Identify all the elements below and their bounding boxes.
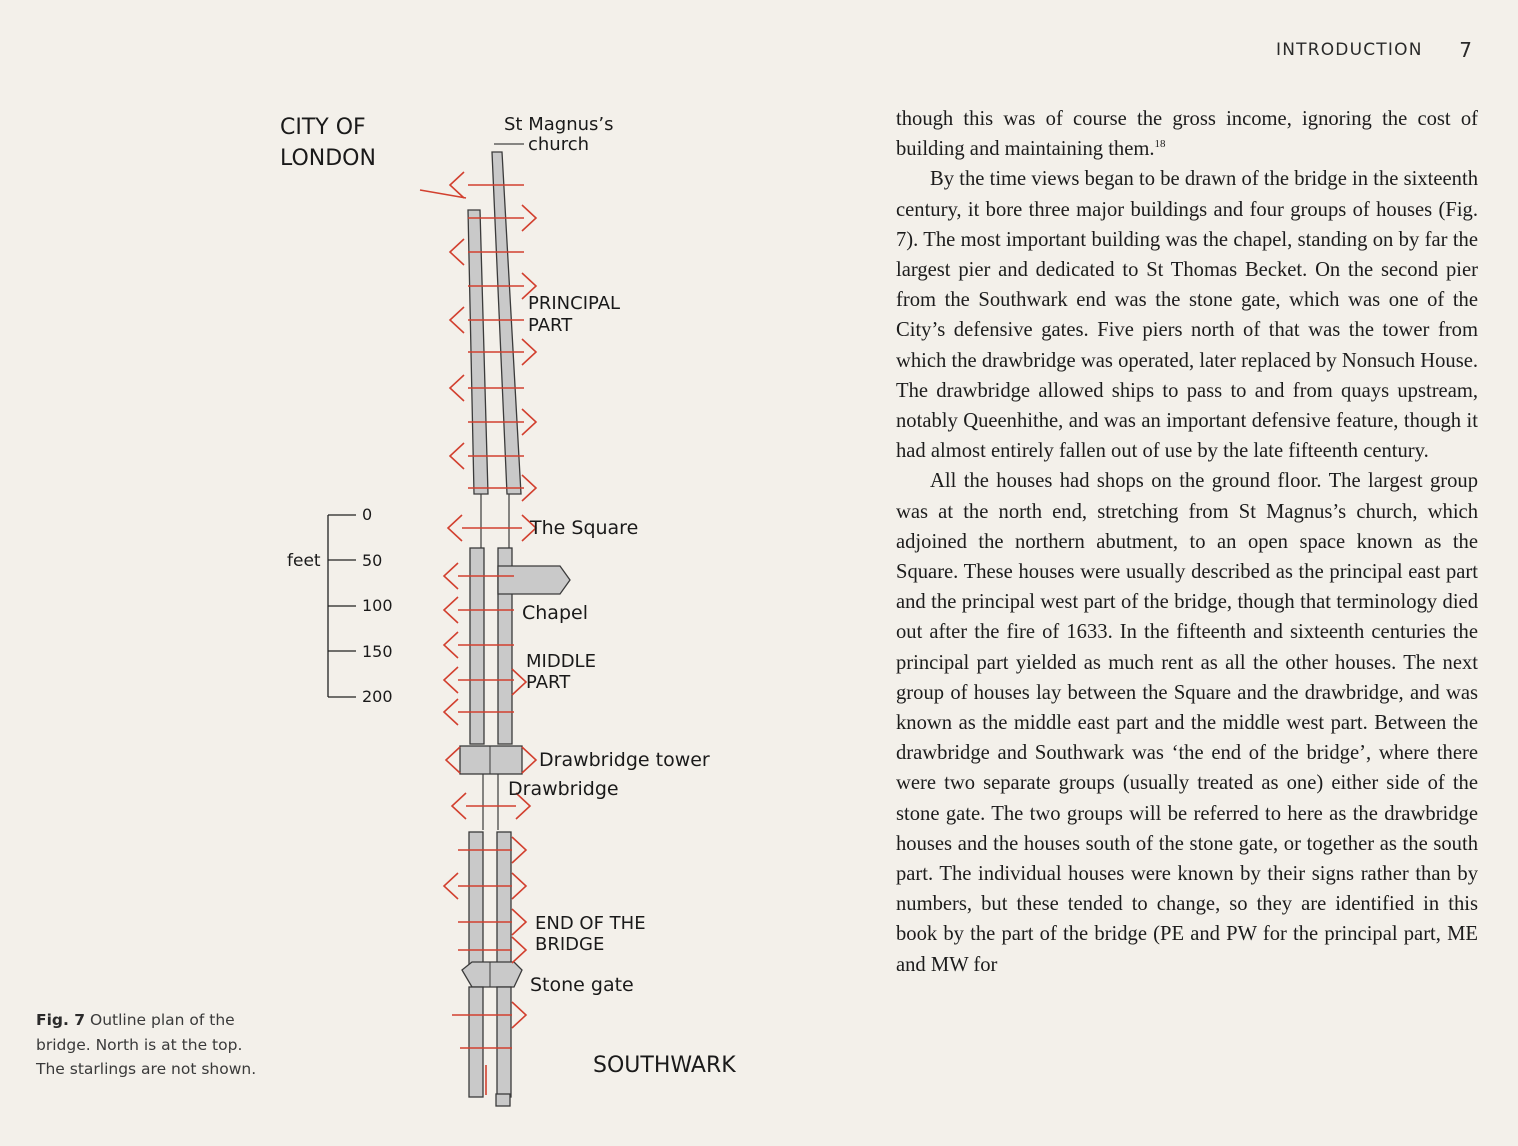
tower-cutwater-w [446,747,460,773]
middle-pier-cutwater-w-3 [444,632,458,658]
principal-east-strip [492,152,521,494]
label-city-of-london-2: LONDON [280,146,376,171]
middle-pier-cutwater-w-1 [444,563,458,589]
square-cutwater-w [448,515,462,541]
label-southwark: SOUTHWARK [593,1053,736,1078]
south-east-strip [497,987,511,1097]
label-middle-part-1: MIDDLE [526,651,596,672]
scale-bar [287,505,393,706]
label-end-of-bridge-1: END OF THE [535,913,646,934]
principal-pier-cutwater-w-5 [450,307,464,333]
footnote-ref-18: 18 [1154,138,1166,151]
principal-pier-cutwater-w-7 [450,375,464,401]
principal-pier-cutwater-e-10 [522,475,536,501]
paragraph-3: All the houses had shops on the ground floor. The largest group was at the north end, stretching from St Magnus’s church, which adjoined the northern abutment, to an open space known as the Square. These houses were usually described as the principal east part and the principal west part of the bridge, though that terminology died out after the fire of 1633. In the fifteenth and sixteenth centuries the principal part yielded as much rent as all the other houses. The next group of houses lay between the Square and the drawbridge, and was known as the middle east part and the middle west part. Between the drawbridge and Southwark was ‘the end of the bridge’, where there were two separate groups (usually treated as one) either side of the stone gate. The two groups will be referred to here as the drawbridge houses and the houses south of the stone gate, or together as the south part. The individual houses were known by their signs rather than by numbers, but these tended to change, so they are identified in this book by the part of the bridge (PE and PW for the principal part, ME and MW for [896,470,1478,976]
principal-pier-cutwater-e-6 [522,339,536,365]
page-number: 7 [1459,38,1472,62]
end-pier-cutwater-e-3 [512,909,526,935]
bridge-plan-figure [0,90,860,1120]
south-pier-cutwater-e [512,1002,526,1028]
label-principal-part-2: PART [528,315,573,336]
tower-cutwater-e [522,747,536,773]
scale-unit-label: feet [287,551,321,571]
running-head: INTRODUCTION [1276,40,1423,60]
figure-caption [36,1008,276,1082]
principal-pier-cutwater-e-2 [522,205,536,231]
middle-pier-cutwater-e [512,669,526,695]
end-pier-cutwater-e-1 [512,837,526,863]
principal-pier-cutwater-e-8 [522,409,536,435]
label-the-square: The Square [530,517,639,539]
principal-pier-cutwater-w-1 [450,172,464,198]
middle-pier-cutwater-w-5 [444,699,458,725]
caption-text: Outline plan of the bridge. North is at the top. The starlings are not shown. [36,1011,257,1078]
paragraph-1 [896,104,1478,164]
scale-label-200: 200 [362,687,393,706]
page-header [1200,38,1482,68]
scale-label-50: 50 [362,551,383,570]
drawbridge-tower-block [460,746,522,774]
south-west-strip [469,987,483,1097]
end-pier-cutwater-e-2 [512,873,526,899]
caption-fig-label: Fig. 7 [36,1011,86,1029]
middle-pier-cutwater-w-4 [444,667,458,693]
label-middle-part-2: PART [526,672,571,693]
scale-label-0: 0 [362,505,373,524]
paragraph-2: By the time views began to be drawn of the bridge in the sixteenth century, it bore three major buildings and four groups of houses (Fig. 7). The most important building was the chapel, standing on by far the largest pier and dedicated to St Thomas Becket. On the second pier from the Southwark end was the stone gate, which was one of the City’s defensive gates. Five piers north of that was the tower from which the drawbridge was operated, later replaced by Nonsuch House. The drawbridge allowed ships to pass to and from quays upstream, notably Queenhithe, and was an important defensive feature, though it had almost entirely fallen out of use by the late fifteenth century. [896,168,1478,463]
principal-pier-cutwater-w-3 [450,239,464,265]
scale-label-100: 100 [362,596,393,615]
principal-pier-cutwater-w-9 [450,443,464,469]
label-church-2: church [528,134,590,155]
middle-pier-cutwater-w-2 [444,597,458,623]
label-church-1: St Magnus’s [504,114,614,135]
end-pier-cutwater-w [444,873,458,899]
chapel-block [498,566,570,594]
label-drawbridge-tower: Drawbridge tower [539,749,710,771]
label-stone-gate: Stone gate [530,974,634,996]
label-city-of-london-1: CITY OF [280,115,366,140]
paragraph-1-text: though this was of course the gross income, ignoring the cost of building and maintaining them. [896,108,1478,161]
middle-west-strip [470,548,484,744]
label-chapel: Chapel [522,602,588,624]
label-principal-part-1: PRINCIPAL [528,293,621,314]
end-pier-cutwater-e-4 [512,937,526,963]
drawbridge-cutwater-w [452,793,466,819]
label-drawbridge: Drawbridge [508,778,619,800]
label-end-of-bridge-2: BRIDGE [535,934,605,955]
southern-abutment [496,1094,510,1106]
end-east-strip [497,832,511,972]
stone-gate-block [462,962,522,987]
end-west-strip [469,832,483,972]
scale-label-150: 150 [362,642,393,661]
bridge-plan-diagram [0,90,860,1120]
body-text [896,104,1478,980]
